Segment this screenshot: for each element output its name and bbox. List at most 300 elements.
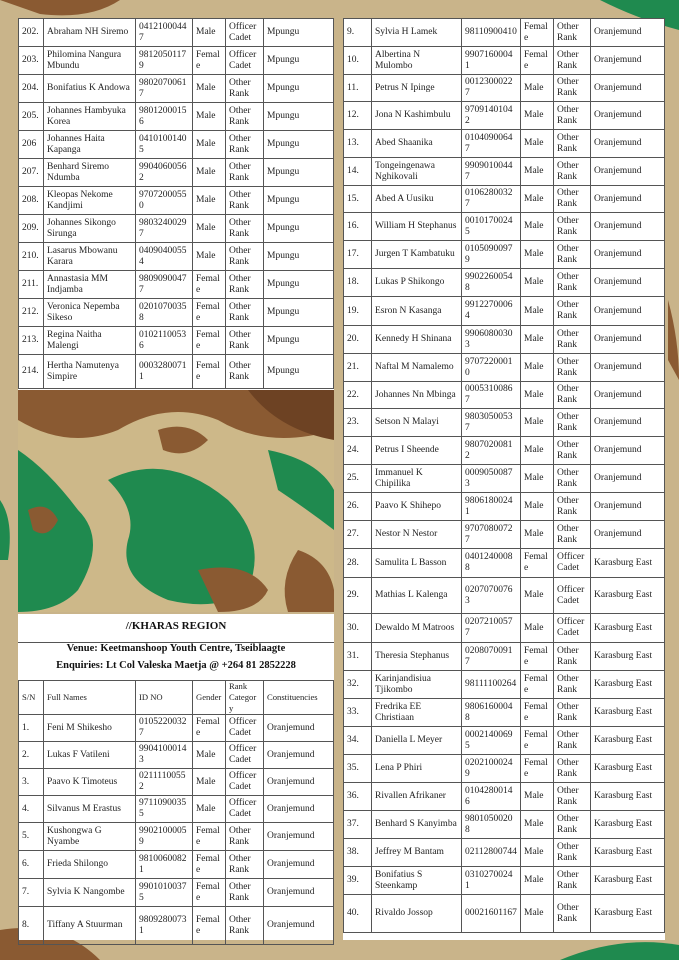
cell-rank-category: Other Rank: [554, 811, 591, 839]
cell-rank-category: Officer Cadet: [226, 715, 264, 742]
cell-rank-category: Other Rank: [226, 215, 264, 243]
table-row: [344, 578, 665, 614]
cell-sn: 26.: [344, 493, 372, 521]
cell-id-no: 99122700064: [462, 297, 521, 326]
cell-full-name: Nestor N Nestor: [372, 521, 462, 549]
cell-full-name: Abed Shaanika: [372, 130, 462, 158]
table-row: [344, 671, 665, 699]
cell-sn: 207.: [19, 159, 44, 187]
cell-id-no: 99060800303: [462, 326, 521, 354]
cell-rank-category: Other Rank: [554, 213, 591, 241]
cell-rank-category: Officer Cadet: [226, 47, 264, 75]
cell-sn: 202.: [19, 19, 44, 47]
cell-rank-category: Other Rank: [554, 241, 591, 269]
cell-full-name: Lukas P Shikongo: [372, 269, 462, 297]
cell-full-name: Jeffrey M Bantam: [372, 839, 462, 867]
cell-constituency: Karasburg East: [591, 671, 665, 699]
cell-gender: Male: [521, 213, 554, 241]
cell-sn: 208.: [19, 187, 44, 215]
cell-sn: 29.: [344, 578, 372, 614]
cell-sn: 34.: [344, 727, 372, 755]
column-header-id-no: ID NO: [136, 681, 193, 715]
cell-full-name: Lasarus Mbowanu Karara: [44, 243, 136, 271]
cell-id-no: 97091401042: [462, 102, 521, 130]
cell-id-no: 03102700241: [462, 867, 521, 895]
cell-full-name: Feni M Shikesho: [44, 715, 136, 742]
cell-rank-category: Other Rank: [554, 521, 591, 549]
cell-gender: Male: [521, 521, 554, 549]
cell-gender: Female: [521, 699, 554, 727]
cell-rank-category: Other Rank: [226, 187, 264, 215]
cell-full-name: Abraham NH Siremo: [44, 19, 136, 47]
cell-rank-category: Officer Cadet: [554, 578, 591, 614]
cell-rank-category: Other Rank: [554, 130, 591, 158]
table-row: [19, 742, 334, 769]
cell-constituency: Oranjemund: [264, 907, 334, 945]
cell-constituency: Oranjemund: [591, 130, 665, 158]
column-header-constituencies: Constituencies: [264, 681, 334, 715]
cell-full-name: Petrus N Ipinge: [372, 75, 462, 102]
cell-rank-category: Other Rank: [226, 355, 264, 389]
table-row: [19, 187, 334, 215]
table-row: [344, 186, 665, 213]
cell-sn: 5.: [19, 823, 44, 851]
cell-constituency: Karasburg East: [591, 783, 665, 811]
table-row: [19, 103, 334, 131]
cell-gender: Female: [521, 19, 554, 47]
cell-sn: 1.: [19, 715, 44, 742]
table-row: [19, 243, 334, 271]
cell-gender: Male: [193, 75, 226, 103]
table-row: [19, 327, 334, 355]
cell-id-no: 98032400297: [136, 215, 193, 243]
cell-sn: 31.: [344, 643, 372, 671]
cell-rank-category: Officer Cadet: [226, 19, 264, 47]
cell-constituency: Mpungu: [264, 327, 334, 355]
cell-constituency: Oranjemund: [591, 437, 665, 465]
cell-rank-category: Other Rank: [554, 382, 591, 409]
cell-full-name: Esron N Kasanga: [372, 297, 462, 326]
table-row: [344, 549, 665, 578]
cell-id-no: 01052200327: [136, 715, 193, 742]
table-row: [344, 521, 665, 549]
cell-id-no: 99090100447: [462, 158, 521, 186]
cell-id-no: 98070200812: [462, 437, 521, 465]
enquiries-line: Enquiries: Lt Col Valeska Maetja @ +264 81 2852228: [56, 660, 296, 671]
cell-full-name: Samulita L Basson: [372, 549, 462, 578]
cell-rank-category: Other Rank: [226, 299, 264, 327]
cell-sn: 28.: [344, 549, 372, 578]
cell-gender: Female: [193, 47, 226, 75]
cell-full-name: Dewaldo M Matroos: [372, 614, 462, 643]
camouflage-image: [18, 390, 334, 612]
table-row: [19, 271, 334, 299]
cell-full-name: Fredrika EE Christiaan: [372, 699, 462, 727]
cell-full-name: Bonifatius K Andowa: [44, 75, 136, 103]
table-row: [19, 769, 334, 796]
cell-id-no: 02021000249: [462, 755, 521, 783]
registration-table-left-top: [18, 18, 334, 389]
cell-constituency: Mpungu: [264, 47, 334, 75]
cell-sn: 33.: [344, 699, 372, 727]
cell-constituency: Oranjemund: [591, 409, 665, 437]
cell-sn: 10.: [344, 47, 372, 75]
cell-constituency: Karasburg East: [591, 895, 665, 933]
cell-id-no: 00101700245: [462, 213, 521, 241]
cell-sn: 32.: [344, 671, 372, 699]
table-row: [19, 823, 334, 851]
venue-line: Venue: Keetmanshoop Youth Centre, Tseiblaagte: [66, 643, 286, 654]
cell-rank-category: Other Rank: [554, 158, 591, 186]
cell-constituency: Oranjemund: [264, 742, 334, 769]
cell-constituency: Karasburg East: [591, 811, 665, 839]
cell-constituency: Oranjemund: [591, 297, 665, 326]
cell-rank-category: Other Rank: [554, 269, 591, 297]
cell-gender: Female: [193, 907, 226, 945]
cell-id-no: 01042800146: [462, 783, 521, 811]
cell-rank-category: Other Rank: [226, 75, 264, 103]
table-row: [344, 158, 665, 186]
cell-rank-category: Other Rank: [554, 186, 591, 213]
cell-gender: Male: [521, 326, 554, 354]
cell-constituency: Oranjemund: [264, 796, 334, 823]
cell-gender: Female: [521, 755, 554, 783]
cell-sn: 213.: [19, 327, 44, 355]
cell-id-no: 98012000156: [136, 103, 193, 131]
cell-constituency: Karasburg East: [591, 839, 665, 867]
cell-rank-category: Other Rank: [554, 75, 591, 102]
cell-full-name: Veronica Nepemba Sikeso: [44, 299, 136, 327]
table-row: [19, 355, 334, 389]
table-row: [19, 796, 334, 823]
cell-id-no: 02112800744: [462, 839, 521, 867]
cell-gender: Male: [521, 75, 554, 102]
cell-sn: 24.: [344, 437, 372, 465]
cell-constituency: Mpungu: [264, 159, 334, 187]
cell-rank-category: Officer Cadet: [226, 769, 264, 796]
cell-rank-category: Other Rank: [226, 879, 264, 907]
cell-rank-category: Other Rank: [226, 851, 264, 879]
cell-sn: 39.: [344, 867, 372, 895]
column-header-sn: S/N: [19, 681, 44, 715]
cell-gender: Female: [521, 671, 554, 699]
cell-sn: 6.: [19, 851, 44, 879]
table-row: [19, 159, 334, 187]
cell-id-no: 98092800731: [136, 907, 193, 945]
cell-rank-category: Other Rank: [554, 465, 591, 493]
cell-constituency: Karasburg East: [591, 755, 665, 783]
cell-rank-category: Other Rank: [554, 783, 591, 811]
cell-constituency: Oranjemund: [591, 213, 665, 241]
cell-rank-category: Other Rank: [226, 131, 264, 159]
cell-gender: Male: [521, 269, 554, 297]
cell-id-no: 98020700617: [136, 75, 193, 103]
table-row: [344, 839, 665, 867]
cell-gender: Male: [193, 215, 226, 243]
column-header-rank-category: Rank Category: [226, 681, 264, 715]
cell-id-no: 98111100264: [462, 671, 521, 699]
cell-full-name: Jona N Kashimbulu: [372, 102, 462, 130]
cell-id-no: 01050900979: [462, 241, 521, 269]
cell-rank-category: Officer Cadet: [226, 742, 264, 769]
cell-id-no: 99010100375: [136, 879, 193, 907]
cell-id-no: 02010700358: [136, 299, 193, 327]
cell-full-name: Immanuel K Chipilika: [372, 465, 462, 493]
cell-constituency: Mpungu: [264, 243, 334, 271]
cell-sn: 15.: [344, 186, 372, 213]
cell-sn: 14.: [344, 158, 372, 186]
cell-constituency: Oranjemund: [591, 186, 665, 213]
cell-id-no: 00032800711: [136, 355, 193, 389]
cell-constituency: Mpungu: [264, 215, 334, 243]
cell-gender: Male: [193, 19, 226, 47]
cell-rank-category: Officer Cadet: [554, 549, 591, 578]
cell-constituency: Mpungu: [264, 103, 334, 131]
cell-rank-category: Other Rank: [554, 867, 591, 895]
cell-gender: Male: [521, 437, 554, 465]
cell-gender: Male: [193, 159, 226, 187]
table-row: [344, 811, 665, 839]
cell-rank-category: Other Rank: [226, 243, 264, 271]
cell-id-no: 99021000059: [136, 823, 193, 851]
cell-sn: 40.: [344, 895, 372, 933]
cell-gender: Male: [521, 465, 554, 493]
cell-constituency: Karasburg East: [591, 643, 665, 671]
cell-gender: Male: [193, 103, 226, 131]
table-row: [344, 437, 665, 465]
cell-rank-category: Other Rank: [226, 823, 264, 851]
cell-rank-category: Other Rank: [226, 907, 264, 945]
table-row: [344, 727, 665, 755]
cell-gender: Female: [521, 47, 554, 75]
table-row: [344, 75, 665, 102]
cell-constituency: Oranjemund: [591, 493, 665, 521]
cell-sn: 20.: [344, 326, 372, 354]
table-row: [19, 131, 334, 159]
cell-sn: 8.: [19, 907, 44, 945]
cell-full-name: Bonifatius S Steenkamp: [372, 867, 462, 895]
cell-constituency: Mpungu: [264, 355, 334, 389]
table-row: [344, 326, 665, 354]
cell-full-name: Setson N Malayi: [372, 409, 462, 437]
cell-gender: Male: [521, 297, 554, 326]
cell-id-no: 04121000447: [136, 19, 193, 47]
cell-gender: Female: [193, 879, 226, 907]
cell-sn: 203.: [19, 47, 44, 75]
cell-full-name: Theresia Stephanus: [372, 643, 462, 671]
cell-gender: Male: [521, 578, 554, 614]
cell-full-name: Albertina N Mulombo: [372, 47, 462, 75]
cell-gender: Male: [521, 158, 554, 186]
cell-full-name: Tiffany A Stuurman: [44, 907, 136, 945]
cell-gender: Female: [521, 727, 554, 755]
cell-id-no: 04101001405: [136, 131, 193, 159]
cell-id-no: 99040600562: [136, 159, 193, 187]
cell-sn: 27.: [344, 521, 372, 549]
cell-full-name: Kushongwa G Nyambe: [44, 823, 136, 851]
cell-full-name: Regina Naitha Malengi: [44, 327, 136, 355]
cell-id-no: 04012400088: [462, 549, 521, 578]
cell-sn: 3.: [19, 769, 44, 796]
cell-id-no: 98010500208: [462, 811, 521, 839]
cell-rank-category: Other Rank: [554, 297, 591, 326]
table-row: [344, 493, 665, 521]
cell-full-name: Rivaldo Jossop: [372, 895, 462, 933]
cell-gender: Male: [521, 102, 554, 130]
cell-id-no: 00123000227: [462, 75, 521, 102]
table-row: [344, 895, 665, 933]
cell-constituency: Karasburg East: [591, 867, 665, 895]
registration-table-right: [343, 18, 665, 933]
cell-constituency: Oranjemund: [591, 382, 665, 409]
cell-sn: 204.: [19, 75, 44, 103]
cell-rank-category: Other Rank: [554, 699, 591, 727]
cell-id-no: 04090400554: [136, 243, 193, 271]
cell-sn: 36.: [344, 783, 372, 811]
cell-constituency: Mpungu: [264, 19, 334, 47]
cell-full-name: Hertha Namutenya Simpire: [44, 355, 136, 389]
cell-constituency: Oranjemund: [591, 75, 665, 102]
cell-sn: 214.: [19, 355, 44, 389]
table-row: [344, 699, 665, 727]
cell-full-name: Lukas F Vatileni: [44, 742, 136, 769]
cell-rank-category: Other Rank: [554, 437, 591, 465]
cell-gender: Male: [193, 742, 226, 769]
cell-full-name: Mathias L Kalenga: [372, 578, 462, 614]
cell-sn: 13.: [344, 130, 372, 158]
cell-rank-category: Other Rank: [554, 19, 591, 47]
table-row: [19, 879, 334, 907]
cell-gender: Male: [521, 895, 554, 933]
cell-id-no: 97110900355: [136, 796, 193, 823]
cell-sn: 211.: [19, 271, 44, 299]
cell-constituency: Karasburg East: [591, 699, 665, 727]
cell-sn: 205.: [19, 103, 44, 131]
cell-id-no: 98120501179: [136, 47, 193, 75]
cell-full-name: Annastasia MM Indjamba: [44, 271, 136, 299]
cell-full-name: Kennedy H Shinana: [372, 326, 462, 354]
cell-id-no: 98061600048: [462, 699, 521, 727]
cell-id-no: 00053100867: [462, 382, 521, 409]
cell-rank-category: Other Rank: [554, 671, 591, 699]
table-row: [344, 354, 665, 382]
cell-id-no: 02072100577: [462, 614, 521, 643]
cell-id-no: 98030500537: [462, 409, 521, 437]
table-row: [344, 102, 665, 130]
cell-full-name: Frieda Shilongo: [44, 851, 136, 879]
region-heading: //KHARAS REGION: [18, 614, 334, 643]
cell-full-name: Philomina Nangura Mbundu: [44, 47, 136, 75]
table-row: [344, 241, 665, 269]
cell-sn: 23.: [344, 409, 372, 437]
cell-full-name: Kleopas Nekome Kandjimi: [44, 187, 136, 215]
cell-full-name: Daniella L Meyer: [372, 727, 462, 755]
cell-constituency: Mpungu: [264, 299, 334, 327]
cell-sn: 21.: [344, 354, 372, 382]
table-row: [344, 19, 665, 47]
cell-rank-category: Other Rank: [554, 895, 591, 933]
cell-gender: Male: [521, 493, 554, 521]
cell-id-no: 01021100536: [136, 327, 193, 355]
cell-sn: 212.: [19, 299, 44, 327]
cell-full-name: Karinjandisiua Tjikombo: [372, 671, 462, 699]
table-row: [344, 297, 665, 326]
table-row: [19, 47, 334, 75]
cell-sn: 30.: [344, 614, 372, 643]
cell-gender: Male: [521, 130, 554, 158]
table-row: [19, 19, 334, 47]
cell-gender: Male: [193, 796, 226, 823]
cell-full-name: Lena P Phiri: [372, 755, 462, 783]
cell-full-name: Sylvia H Lamek: [372, 19, 462, 47]
cell-constituency: Oranjemund: [264, 851, 334, 879]
cell-constituency: Mpungu: [264, 271, 334, 299]
cell-rank-category: Other Rank: [554, 727, 591, 755]
cell-id-no: 02080700917: [462, 643, 521, 671]
cell-gender: Female: [193, 299, 226, 327]
cell-constituency: Oranjemund: [591, 47, 665, 75]
cell-rank-category: Other Rank: [554, 493, 591, 521]
cell-constituency: Oranjemund: [591, 241, 665, 269]
table-row: [344, 643, 665, 671]
cell-gender: Male: [521, 839, 554, 867]
cell-rank-category: Other Rank: [554, 839, 591, 867]
cell-gender: Female: [521, 549, 554, 578]
cell-gender: Male: [193, 243, 226, 271]
cell-rank-category: Other Rank: [554, 409, 591, 437]
cell-id-no: 00021601167: [462, 895, 521, 933]
cell-sn: 17.: [344, 241, 372, 269]
cell-gender: Male: [521, 354, 554, 382]
table-row: [344, 867, 665, 895]
cell-full-name: Benhard S Kanyimba: [372, 811, 462, 839]
cell-rank-category: Officer Cadet: [554, 614, 591, 643]
kharas-region-panel: [18, 614, 334, 940]
table-row: [344, 130, 665, 158]
cell-id-no: 00090500873: [462, 465, 521, 493]
cell-gender: Female: [193, 355, 226, 389]
table-row: [344, 614, 665, 643]
cell-constituency: Mpungu: [264, 75, 334, 103]
cell-sn: 18.: [344, 269, 372, 297]
cell-id-no: 02111100552: [136, 769, 193, 796]
cell-gender: Male: [521, 241, 554, 269]
table-row: [344, 755, 665, 783]
cell-id-no: 00021400695: [462, 727, 521, 755]
cell-full-name: Abed A Uusiku: [372, 186, 462, 213]
cell-constituency: Oranjemund: [591, 158, 665, 186]
table-row: [344, 269, 665, 297]
cell-rank-category: Other Rank: [226, 103, 264, 131]
cell-constituency: Mpungu: [264, 187, 334, 215]
cell-gender: Female: [193, 271, 226, 299]
cell-sn: 25.: [344, 465, 372, 493]
cell-rank-category: Other Rank: [554, 354, 591, 382]
cell-sn: 22.: [344, 382, 372, 409]
cell-rank-category: Other Rank: [226, 327, 264, 355]
cell-gender: Female: [193, 327, 226, 355]
cell-sn: 209.: [19, 215, 44, 243]
cell-full-name: Petrus I Sheende: [372, 437, 462, 465]
cell-sn: 16.: [344, 213, 372, 241]
cell-full-name: William H Stephanus: [372, 213, 462, 241]
cell-sn: 35.: [344, 755, 372, 783]
cell-gender: Male: [521, 186, 554, 213]
cell-id-no: 99022600548: [462, 269, 521, 297]
cell-id-no: 99041000143: [136, 742, 193, 769]
table-row: [19, 715, 334, 742]
table-row: [344, 213, 665, 241]
